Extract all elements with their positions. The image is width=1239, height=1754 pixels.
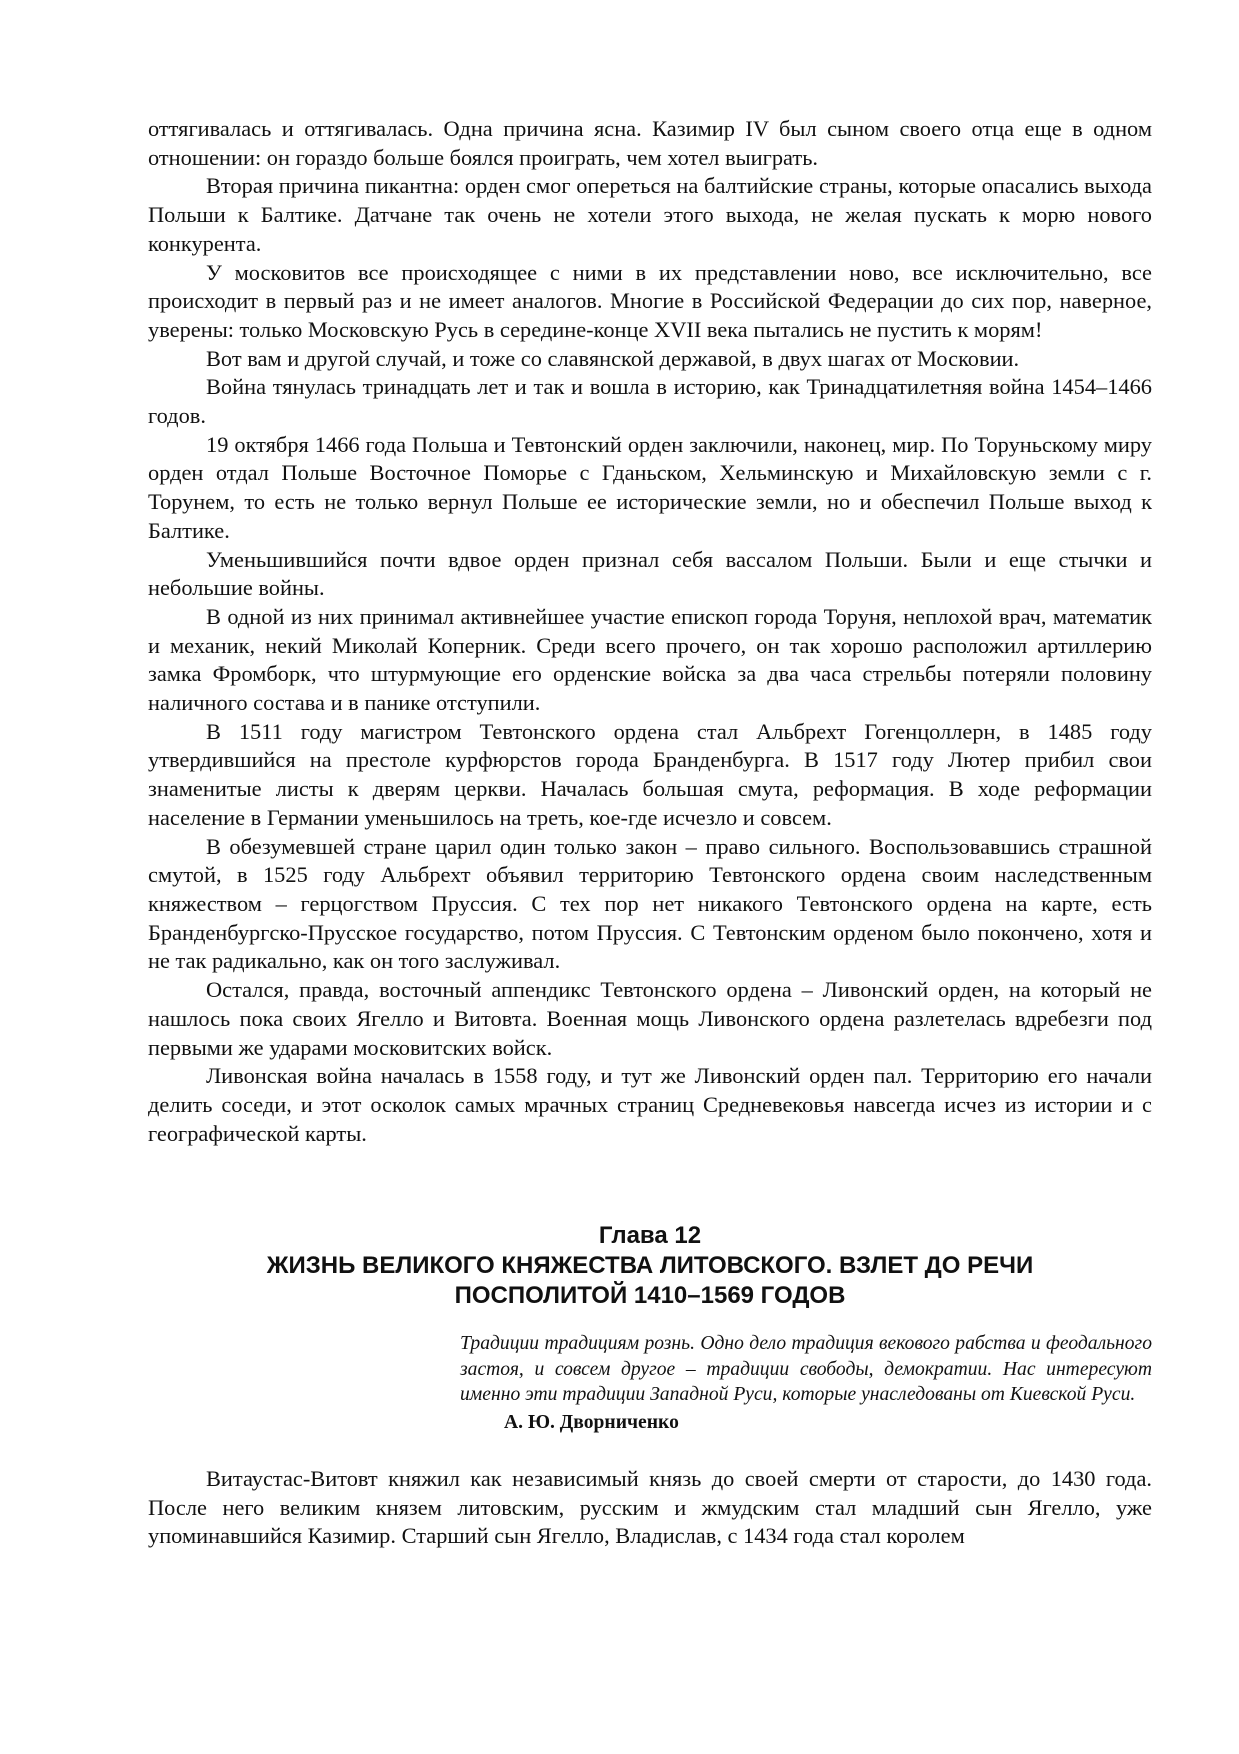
paragraph: Война тянулась тринадцать лет и так и вошла в историю, как Тринадцатилетняя война 1454–1466 годов.: [148, 374, 1152, 429]
epigraph-text: Традиции традициям рознь. Одно дело традиция векового рабства и феодального застоя, и совсем другое – традиции свободы, демократии. Нас интересуют именно эти традиции Западной Руси, которые унаследованы от Киевской Руси.: [460, 1333, 1152, 1406]
paragraph: Вот вам и другой случай, и тоже со славянской державой, в двух шагах от Московии.: [206, 345, 1020, 371]
paragraph: Уменьшившийся почти вдвое орден признал себя вассалом Польши. Были и еще стычки и небольшие войны.: [148, 546, 1152, 601]
chapter-title-line-1: ЖИЗНЬ ВЕЛИКОГО КНЯЖЕСТВА ЛИТОВСКОГО. ВЗЛЕТ ДО РЕЧИ: [266, 1252, 1034, 1280]
paragraph: Остался, правда, восточный аппендикс Тевтонского ордена – Ливонский орден, на который не нашлось пока своих Ягелло и Витовта. Военная мощь Ливонского ордена разлетелась вдребезги под первыми же ударами московитских войск.: [148, 977, 1152, 1060]
paragraph: 19 октября 1466 года Польша и Тевтонский орден заключили, наконец, мир. По Торуньскому миру орден отдал Польше Восточное Поморье с Гданьском, Хельминскую и Михайловскую земли с г. Торунем, то есть не только вернул Польше ее исторические земли, но и обеспечил Польше выход к Балтике.: [148, 431, 1152, 543]
paragraph: Вторая причина пикантна: орден смог опереться на балтийские страны, которые опасались выхода Польши к Балтике. Датчане так очень не хотели этого выхода, не желая пускать к морю нового конкурента.: [148, 173, 1152, 256]
paragraph: В 1511 году магистром Тевтонского ордена стал Альбрехт Гогенцоллерн, в 1485 году утвердившийся на престоле курфюрстов города Бранденбурга. В 1517 году Лютер прибил свои знаменитые листы к дверям церкви. Началась большая смута, реформация. В ходе реформации население в Германии уменьшилось на треть, кое-где исчезло и совсем.: [148, 718, 1152, 830]
paragraph: оттягивалась и оттягивалась. Одна причина ясна. Казимир IV был сыном своего отца еще в одном отношении: он гораздо больше боялся проиграть, чем хотел выиграть.: [148, 116, 1152, 170]
chapter-number: Глава 12: [598, 1222, 702, 1250]
paragraph: Ливонская война началась в 1558 году, и тут же Ливонский орден пал. Территорию его начали делить соседи, и этот осколок самых мрачных страниц Средневековья навсегда исчез из истории и с географической карты.: [148, 1063, 1152, 1146]
chapter-title-line-2: ПОСПОЛИТОЙ 1410–1569 ГОДОВ: [454, 1282, 846, 1310]
epigraph-author: А. Ю. Дворниченко: [504, 1411, 679, 1433]
paragraph: У московитов все происходящее с ними в их представлении ново, все исключительно, все происходит в первый раз и не имеет аналогов. Многие в Российской Федерации до сих пор, наверное, уверены: только Московскую Русь в середине-конце XVII века пытались не пустить к морям!: [148, 259, 1152, 342]
paragraph: В обезумевшей стране царил один только закон – право сильного. Воспользовавшись страшной смутой, в 1525 году Альбрехт объявил территорию Тевтонского ордена своим наследственным княжеством – герцогством Пруссия. С тех пор нет никакого Тевтонского ордена на карте, есть Бранденбургско-Прусское государство, потом Пруссия. С Тевтонским орденом было покончено, хотя и не так радикально, как он того заслуживал.: [148, 833, 1152, 974]
paragraph: В одной из них принимал активнейшее участие епископ города Торуня, неплохой врач, математик и механик, некий Миколай Коперник. Среди всего прочего, он так хорошо расположил артиллерию замка Фромборк, что штурмующие его орденские войска за два часа стрельбы потеряли половину наличного состава и в панике отступили.: [148, 603, 1152, 716]
paragraph: Витаустас-Витовт княжил как независимый князь до своей смерти от старости, до 1430 года. После него великим князем литовским, русским и жмудским стал младший сын Ягелло, уже упоминавшийся Казимир. Старший сын Ягелло, Владислав, с 1434 года стал королем: [148, 1465, 1152, 1549]
document-page: [148, 115, 1152, 1551]
